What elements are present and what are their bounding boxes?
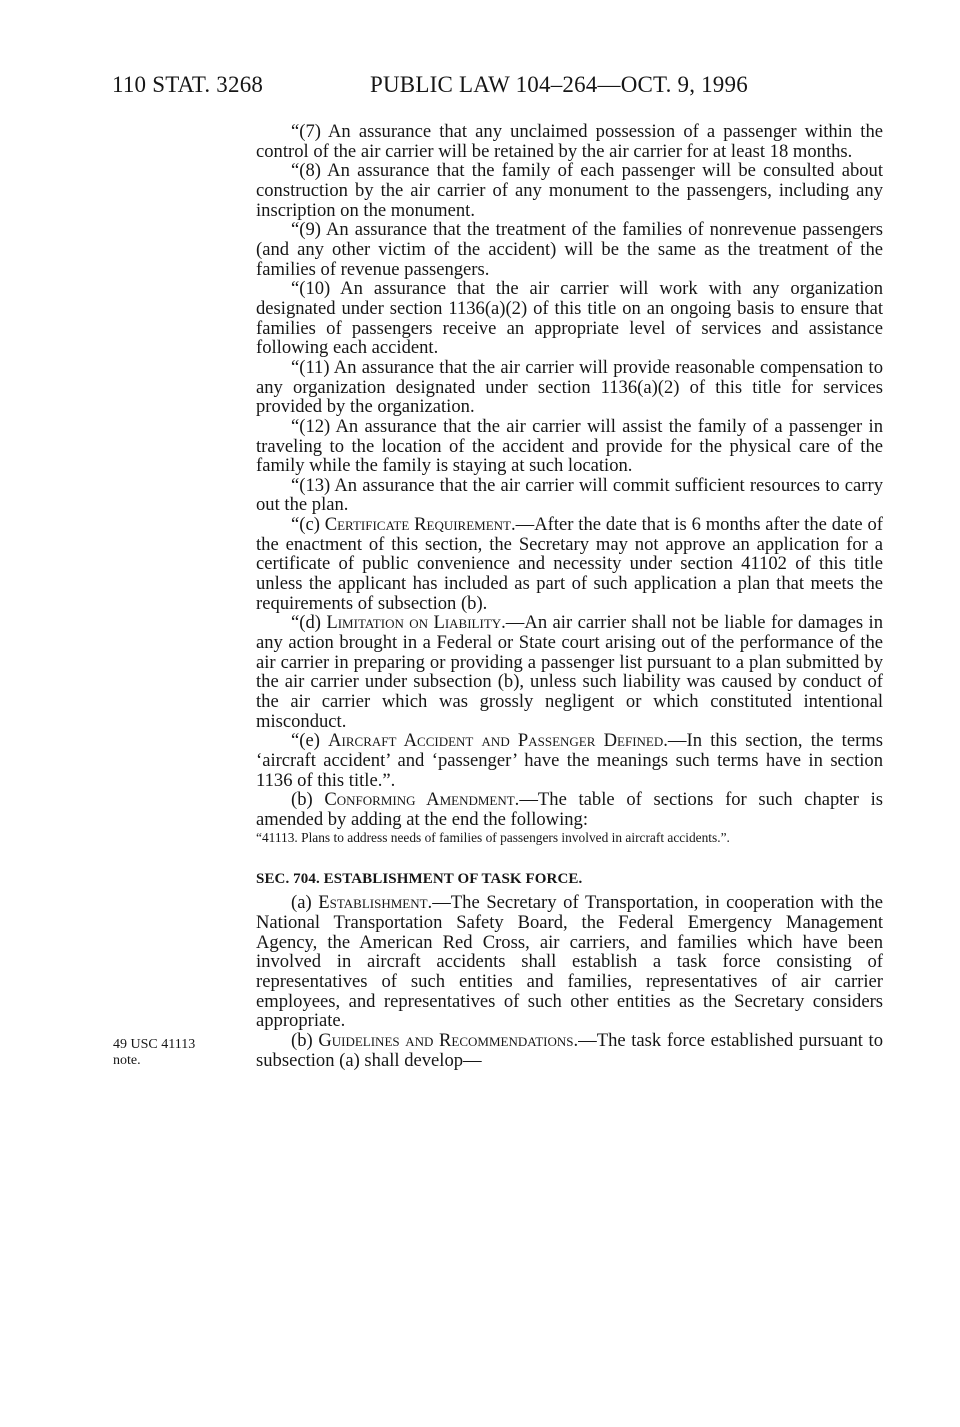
section-704-heading: SEC. 704. ESTABLISHMENT OF TASK FORCE. [256,870,583,887]
paragraph-9: “(9) An assurance that the treatment of the families of nonrevenue passengers (and any other victim of the accident) will be the same as the treatment of the families of revenue passengers. [256,219,883,280]
subsection-e-prefix: “(e) [291,730,329,752]
subsection-e-heading: Aircraft Accident and Passenger Defined. [328,730,668,752]
table-of-sections-entry [256,830,883,845]
subsection-c-heading: Certificate Requirement. [324,514,516,536]
section-704-a-prefix: (a) [291,892,319,914]
body-text [256,122,883,1070]
margin-note-label: note. [113,1053,141,1068]
conforming-amendment [256,790,883,829]
toc-entry-text: “41113. Plans to address needs of families of passengers involved in aircraft accidents.”. [256,829,730,845]
conforming-amendment-heading: Conforming Amendment. [324,789,520,811]
margin-note [113,1037,233,1069]
subsection-c [256,515,883,613]
subsection-d [256,613,883,731]
public-law-title: PUBLIC LAW 104–264—OCT. 9, 1996 [370,72,748,97]
subsection-c-prefix: “(c) [291,514,325,536]
subsection-d-prefix: “(d) [291,612,327,634]
section-704-subsection-b [256,1031,883,1070]
section-704-b-heading: Guidelines and Recommendations. [318,1029,579,1051]
subsection-d-heading: Limitation on Liability. [326,612,506,634]
paragraph-12: “(12) An assurance that the air carrier will assist the family of a passenger in traveling to the location of the accident and provide for the physical care of the family while the family is staying at such location. [256,415,883,477]
section-704-b-text: —The task force established pursuant to subsection (a) shall develop— [256,1029,884,1071]
subsection-e [256,731,883,790]
margin-note-citation: 49 USC 41113 [113,1037,196,1052]
subsection-d-text: —An air carrier shall not be liable for damages in any action brought in a Federal or State court arising out of the performance of the air carrier in preparing or providing a passenger list pursuant to a plan submitted by the air carrier under subsection (b), unless such liability was caused by conduct of the air carrier which was grossly negligent or which constituted intentional misconduct. [256,612,883,732]
section-704-b-prefix: (b) [291,1029,319,1051]
conforming-amendment-prefix: (b) [291,789,325,811]
paragraph-7: “(7) An assurance that any unclaimed possession of a passenger within the control of the air carrier will be retained by the air carrier for at least 18 months. [256,121,883,162]
paragraph-11: “(11) An assurance that the air carrier will provide reasonable compensation to any organization designated under section 1136(a)(2) of this title for services provided by the organization. [256,356,883,418]
section-704-a-heading: Establishment. [318,892,433,914]
conforming-amendment-text: —The table of sections for such chapter is amended by adding at the end the following: [256,789,883,830]
paragraph-10: “(10) An assurance that the air carrier will work with any organization designated under section 1136(a)(2) of this title on an ongoing basis to ensure that families of passengers receive an appropriate level of services and assistance following each accident. [256,278,883,359]
subsection-e-text: —In this section, the terms ‘aircraft accident’ and ‘passenger’ have the meanings such terms have in section 1136 of this title.”. [256,730,883,791]
section-704-subsection-a [256,893,883,1031]
page-header [112,72,882,106]
section-704-a-text: —The Secretary of Transportation, in cooperation with the National Transportation Safety Board, the Federal Emergency Management Agency, the American Red Cross, air carriers, and families which have been involved in aircraft accidents shall establish a task force consisting of representatives of such entities and families, representatives of air carrier employees, and representatives of such other entities as the Secretary considers appropriate. [256,892,883,1032]
subsection-c-text: —After the date that is 6 months after the date of the enactment of this section, the Secretary may not approve an application for a certificate of public convenience and necessity under section 41102 of this title unless the applicant has included as part of such application a plan that meets the requirements of subsection (b). [256,514,883,614]
paragraph-8: “(8) An assurance that the family of each passenger will be consulted about construction by the air carrier of any monument to the passengers, including any inscription on the monument. [256,160,883,221]
paragraph-13: “(13) An assurance that the air carrier will commit sufficient resources to carry out the plan. [256,474,883,516]
statute-page-number: 110 STAT. 3268 [112,72,264,97]
